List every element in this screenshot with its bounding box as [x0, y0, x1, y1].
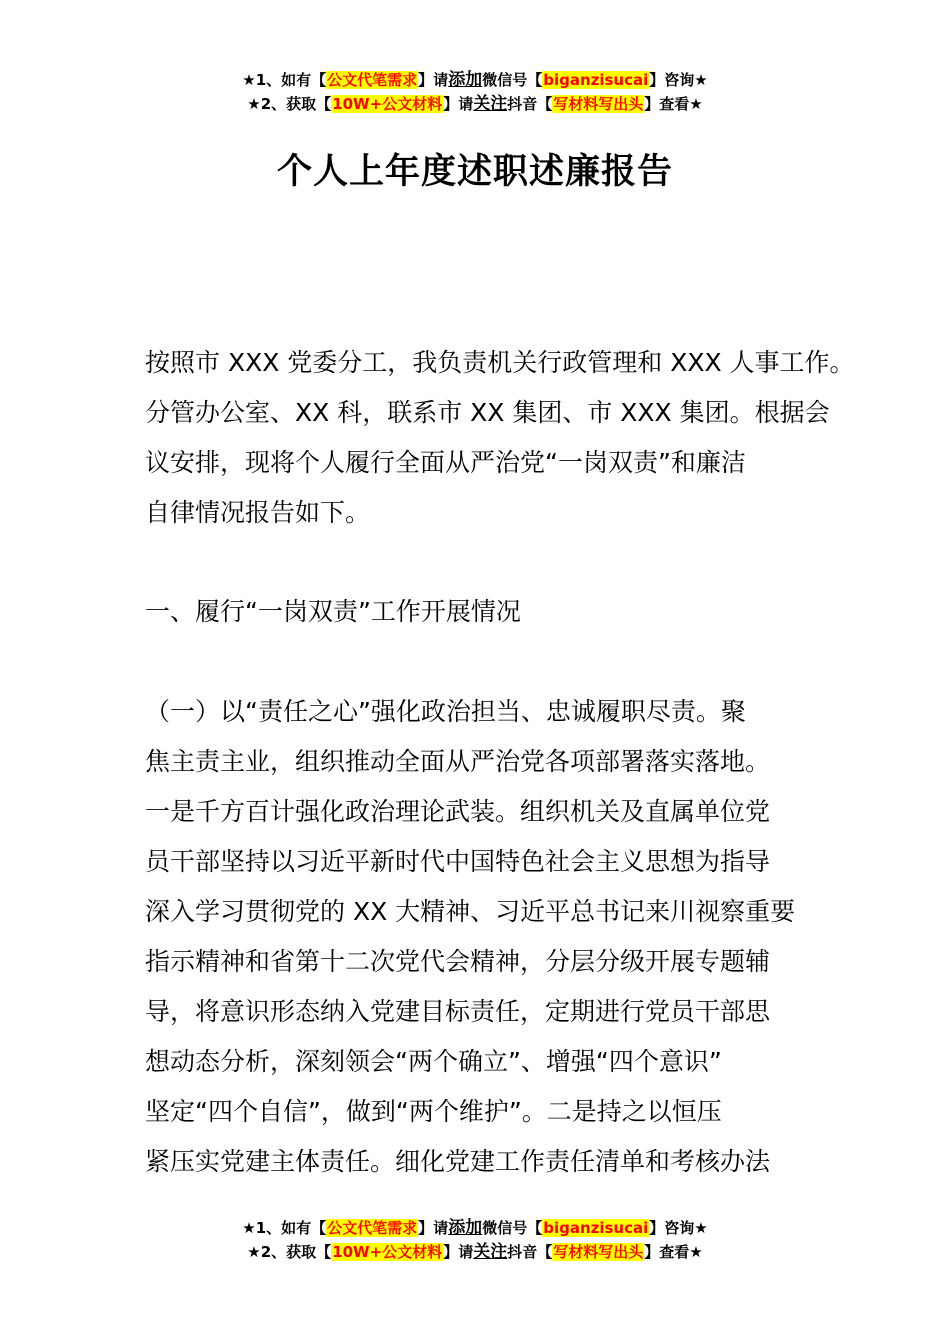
banner-highlight: 10W+公文材料: [332, 1243, 443, 1261]
header-ad-banner: [0, 68, 950, 116]
text-line: 想动态分析，深刻领会“两个确立”、增强“四个意识”: [145, 1047, 722, 1076]
text-line: 导，将意识形态纳入党建目标责任，定期进行党员干部思: [145, 997, 771, 1026]
text-line: 紧压实党建主体责任。细化党建工作责任清单和考核办法: [145, 1147, 771, 1176]
text-line: （一）以“责任之心”强化政治担当、忠诚履职尽责。聚: [145, 697, 746, 726]
banner-line-1: [0, 1216, 950, 1240]
banner-text: 】咨询★: [649, 1219, 708, 1237]
banner-highlight: 写材料写出头: [553, 1243, 644, 1261]
banner-highlight: 写材料写出头: [553, 95, 644, 113]
text-line: 分管办公室、XX 科，联系市 XX 集团、市 XXX 集团。根据会: [145, 398, 830, 427]
banner-text: 】查看★: [644, 1243, 703, 1261]
banner-text: ★2、获取【: [247, 95, 332, 113]
banner-highlight: 公文代笔需求: [327, 71, 418, 89]
text-line: 坚定“四个自信”，做到“两个维护”。二是持之以恒压: [145, 1097, 722, 1126]
text-line: 一是千方百计强化政治理论武装。组织机关及直属单位党: [145, 797, 771, 826]
banner-text: ★1、如有【: [242, 71, 327, 89]
banner-text: 微信号【: [482, 1219, 543, 1237]
banner-emphasis: 添加: [448, 70, 483, 90]
banner-text: 】请: [418, 71, 449, 89]
heading-text: 一、履行“一岗双责”工作开展情况: [145, 597, 521, 626]
text-line: 指示精神和省第十二次党代会精神，分层分级开展专题辅: [145, 947, 771, 976]
banner-text: ★2、获取【: [247, 1243, 332, 1261]
banner-text: 】请: [418, 1219, 449, 1237]
banner-highlight: 10W+公文材料: [332, 95, 443, 113]
document-title: 个人上年度述职述廉报告: [276, 152, 673, 192]
banner-line-2: [0, 92, 950, 116]
banner-text: 微信号【: [482, 71, 543, 89]
paragraph-section-1: [145, 687, 825, 1187]
banner-emphasis: 添加: [448, 1218, 483, 1238]
paragraph-intro: [145, 338, 855, 538]
banner-text: 】咨询★: [649, 71, 708, 89]
text-line: 员干部坚持以习近平新时代中国特色社会主义思想为指导: [145, 847, 771, 876]
text-line: 按照市 XXX 党委分工，我负责机关行政管理和 XXX 人事工作。: [145, 348, 855, 377]
banner-text: 】请: [443, 1243, 474, 1261]
text-line: 议安排，现将个人履行全面从严治党“一岗双责”和廉洁: [145, 448, 746, 477]
banner-highlight: biganzisucai: [543, 71, 649, 89]
banner-text: ★1、如有【: [242, 1219, 327, 1237]
banner-highlight: 公文代笔需求: [327, 1219, 418, 1237]
banner-emphasis: 关注: [473, 1242, 508, 1262]
banner-text: 】查看★: [644, 95, 703, 113]
text-line: 自律情况报告如下。: [145, 498, 371, 527]
banner-line-2: [0, 1240, 950, 1264]
banner-highlight: biganzisucai: [543, 1219, 649, 1237]
text-line: 深入学习贯彻党的 XX 大精神、习近平总书记来川视察重要: [145, 897, 796, 926]
footer-ad-banner: [0, 1216, 950, 1264]
section-heading: [145, 587, 825, 637]
text-line: 焦主责主业，组织推动全面从严治党各项部署落实落地。: [145, 747, 771, 776]
banner-text: 抖音【: [507, 1243, 553, 1261]
banner-text: 】请: [443, 95, 474, 113]
banner-emphasis: 关注: [473, 94, 508, 114]
banner-line-1: [0, 68, 950, 92]
banner-text: 抖音【: [507, 95, 553, 113]
